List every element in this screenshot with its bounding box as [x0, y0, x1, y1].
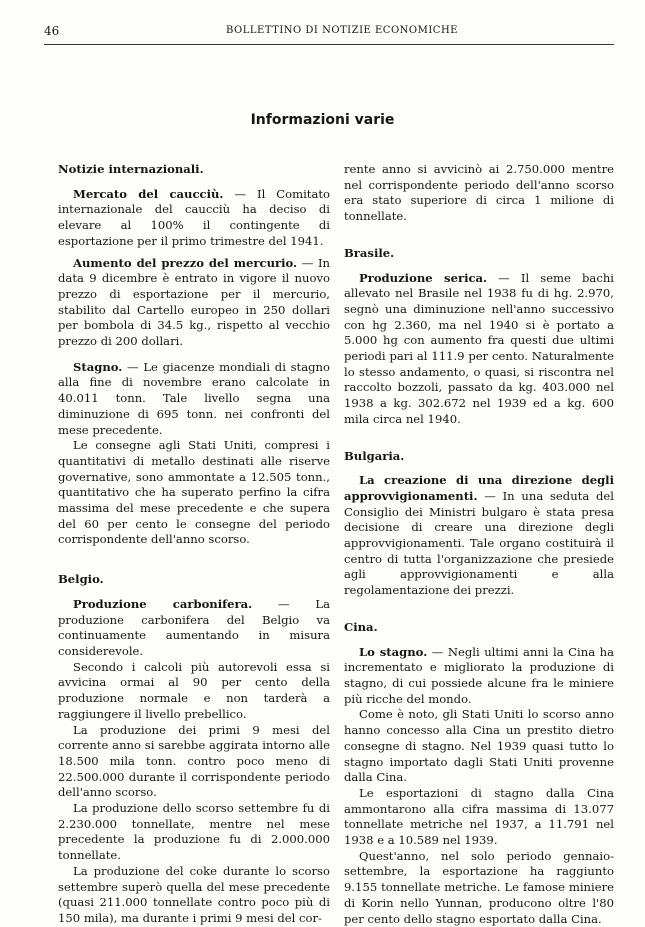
paragraph-rubber	[58, 187, 330, 250]
paragraph-coal-3: La produzione dei primi 9 mesi del corrente anno si sarebbe aggirata intorno alle 18.500 mila tonn. contro poco meno di 22.500.000 durante il corrispondente periodo dell'anno scorso.	[58, 722, 330, 800]
heading-international: Notizie internazionali.	[58, 162, 204, 176]
paragraph-china-tin	[344, 645, 614, 708]
paragraph-coal	[58, 597, 330, 660]
paragraph-china-tin-3: Le esportazioni di stagno dalla Cina ammontarono alla cifra massima di 13.077 tonnellate metriche nel 1937, a 11.791 nel 1938 e a 10.589 nel 1939.	[344, 785, 614, 848]
subhead-mercury: Aumento del prezzo del mercurio.	[73, 255, 298, 270]
text-rubber: — Il Comitato internazionale del caucciù ha deciso di elevare al 100% il contingente di esportazione per il primo trimestre del 1941.	[58, 186, 331, 248]
right-column	[344, 162, 614, 927]
paragraph-coal-5: La produzione del coke durante lo scorso settembre superò quella del mese precedente (quasi 211.000 tonnellate contro poco più di 150 mila), ma durante i primi 9 mesi del cor-	[58, 863, 330, 925]
text-silk: — Il seme bachi allevato nel Brasile nel 1938 fu di hg. 2.970, segnò una diminuzione nell'anno successivo con hg 2.360, ma nel 1940 si è portato a 5.000 hg con aumento fra questi due ultimi periodi pari al 111.9 per cento. Naturalmente lo stesso andamento, o quasi, si riscontra nel raccolto bozzoli, passato da kg. 403.000 nel 1938 a kg. 302.672 nel 1939 ed a kg. 600 mila circa nel 1940.	[344, 270, 614, 426]
heading-bulgaria: Bulgaria.	[344, 448, 405, 463]
paragraph-china-tin-2: Come è noto, gli Stati Uniti lo scorso anno hanno concesso alla Cina un prestito dietro consegne di stagno. Nel 1939 quasi tutto lo stagno importato dagli Stati Uniti provenne dalla Cina.	[344, 707, 614, 785]
subhead-rubber: Mercato del caucciù.	[73, 186, 224, 201]
paragraph-silk	[344, 271, 614, 428]
paragraph-coal-2: Secondo i calcoli più autorevoli essa si avvicina ormai al 90 per cento della produzione normale e non tarderà a raggiungere il livello prebellico.	[58, 659, 330, 721]
subhead-silk: Produzione serica.	[359, 270, 488, 285]
paragraph-china-tin-4: Quest'anno, nel solo periodo gennaio-settembre, la esportazione ha raggiunto 9.155 tonnellate metriche. Le famose miniere di Korin nello Yunnan, producono oltre l'80 per cento dello stagno esportato dalla Cina.	[344, 848, 614, 926]
left-column	[58, 162, 330, 927]
paragraph-supply	[344, 473, 614, 599]
paragraph-tin-2: Le consegne agli Stati Uniti, compresi i quantitativi di metallo destinati alle riserve governative, sono ammontate a 12.505 tonn., quantitativo che ha superato perfino la cifra massima del mese precedente e che supera del 60 per cento le consegne del periodo corrispondente dell'anno scorso.	[58, 438, 330, 547]
page-header	[44, 24, 614, 45]
paragraph-mercury	[58, 256, 330, 350]
text-mercury: — In data 9 dicembre è entrato in vigore il nuovo prezzo di esportazione per il mercurio, stabilito dal Cartello europeo in 250 dollari per bombola di 34.5 kg., rispetto al vecchio prezzo di 200 dollari.	[58, 255, 330, 349]
journal-title: BOLLETTINO DI NOTIZIE ECONOMICHE	[226, 25, 458, 36]
paragraph-continuation: rente anno si avvicinò ai 2.750.000 mentre nel corrispondente periodo dell'anno scorso era stato superiore di circa 1 milione di tonnellate.	[344, 162, 614, 224]
heading-china: Cina.	[344, 619, 378, 634]
page-number: 46	[44, 24, 60, 38]
subhead-coal: Produzione carbonifera.	[73, 596, 253, 611]
text-coal: — La produzione carbonifera del Belgio va continuamente aumentando in misura considerevole.	[58, 596, 331, 658]
paragraph-coal-4: La produzione dello scorso settembre fu di 2.230.000 tonnellate, mentre nel mese precedente la produzione fu di 2.000.000 tonnellate.	[58, 801, 330, 863]
text-tin: — Le giacenze mondiali di stagno alla fine di novembre erano calcolate in 40.011 tonn. Tale livello segna una diminuzione di 695 tonn. nei confronti del mese precedente.	[58, 359, 330, 437]
heading-brazil: Brasile.	[344, 245, 395, 260]
paragraph-tin	[58, 360, 330, 439]
section-title: Informazioni varie	[250, 112, 395, 128]
subhead-tin: Stagno.	[73, 359, 123, 374]
text-china-tin: — Negli ultimi anni la Cina ha incrementato e migliorato la produzione di stagno, di cui possiede alcune fra le miniere più ricche del mondo.	[344, 644, 614, 706]
subhead-supply: La creazione di una direzione degli approvvigionamenti.	[344, 473, 614, 503]
heading-belgium: Belgio.	[58, 572, 104, 587]
subhead-china-tin: Lo stagno.	[359, 644, 428, 659]
text-supply: — In una seduta del Consiglio dei Ministri bulgaro è stata presa decisione di creare una direzione degli approvvigionamenti. Tale organo costituirà il centro di tutta l'organizzazione che presiede agli approvvigionamenti e alla regolamentazione dei prezzi.	[344, 488, 614, 598]
